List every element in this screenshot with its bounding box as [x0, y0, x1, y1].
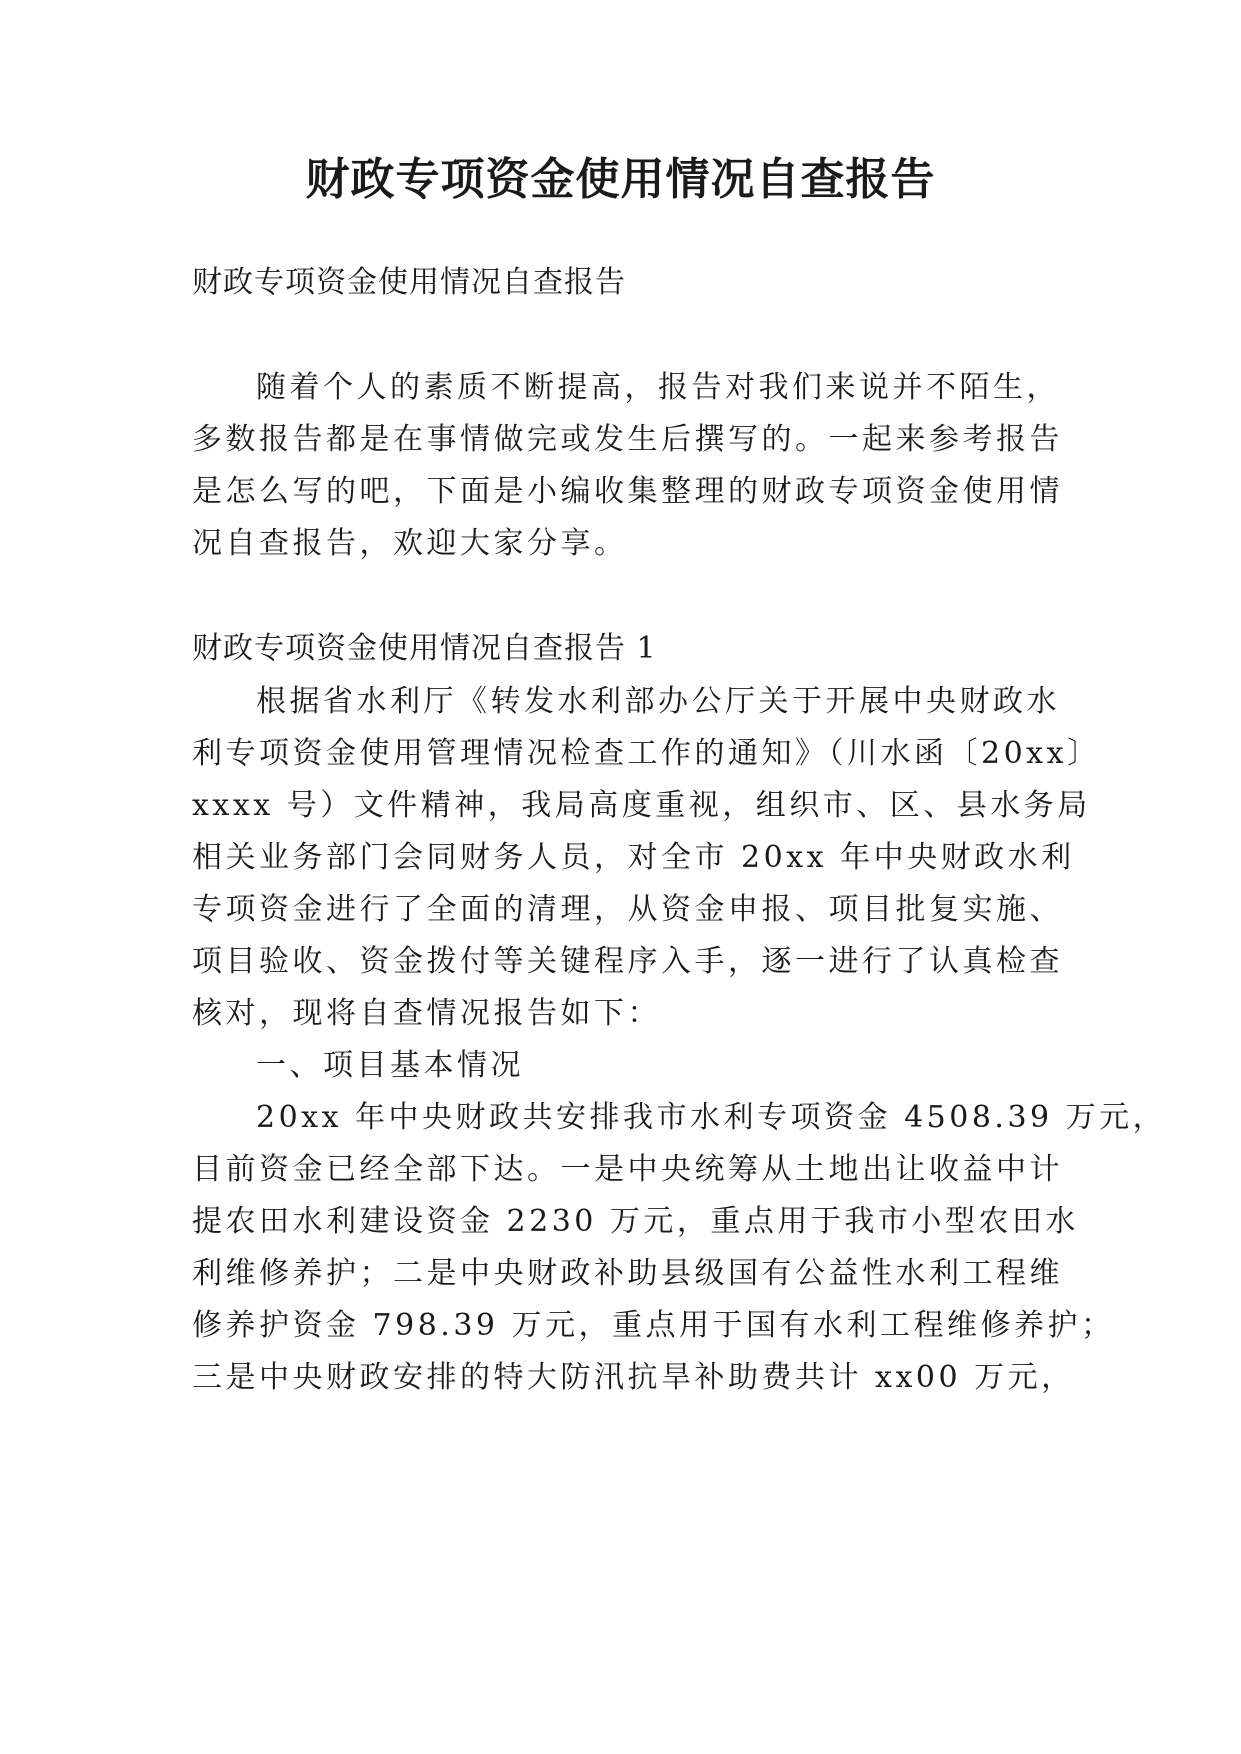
- para2-line-4: 利维修养护；二是中央财政补助县级国有公益性水利工程维: [192, 1256, 1063, 1291]
- para2-line-5: 修养护资金 798.39 万元，重点用于国有水利工程维修养护；: [192, 1308, 1115, 1343]
- body-line-5: 专项资金进行了全面的清理，从资金申报、项目批复实施、: [192, 892, 1063, 927]
- section-title: 财政专项资金使用情况自查报告 1: [192, 631, 657, 666]
- para2-line-2: 目前资金已经全部下达。一是中央统筹从土地出让收益中计: [192, 1152, 1063, 1187]
- para2-line-1: 20xx 年中央财政共安排我市水利专项资金 4508.39 万元，: [256, 1100, 1167, 1135]
- para2-line-3: 提农田水利建设资金 2230 万元，重点用于我市小型农田水: [192, 1204, 1079, 1239]
- intro-line-1: 随着个人的素质不断提高，报告对我们来说并不陌生，: [256, 370, 1060, 405]
- body-line-7: 核对，现将自查情况报告如下：: [192, 996, 661, 1031]
- intro-line-2: 多数报告都是在事情做完或发生后撰写的。一起来参考报告: [192, 422, 1063, 457]
- body-line-3: xxxx 号）文件精神，我局高度重视，组织市、区、县水务局: [192, 788, 1091, 823]
- intro-line-3: 是怎么写的吧，下面是小编收集整理的财政专项资金使用情: [192, 474, 1063, 509]
- body-line-6: 项目验收、资金拨付等关键程序入手，逐一进行了认真检查: [192, 944, 1063, 979]
- intro-line-4: 况自查报告，欢迎大家分享。: [192, 526, 628, 561]
- body-line-2: 利专项资金使用管理情况检查工作的通知》（川水函〔20xx〕: [192, 736, 1101, 771]
- heading-project-basics: 一、项目基本情况: [256, 1048, 524, 1083]
- document-subtitle: 财政专项资金使用情况自查报告: [192, 265, 626, 300]
- para2-line-6: 三是中央财政安排的特大防汛抗旱补助费共计 xx00 万元，: [192, 1360, 1075, 1395]
- body-line-4: 相关业务部门会同财务人员，对全市 20xx 年中央财政水利: [192, 840, 1075, 875]
- body-line-1: 根据省水利厅《转发水利部办公厅关于开展中央财政水: [256, 684, 1060, 719]
- document-title: 财政专项资金使用情况自查报告: [305, 154, 936, 205]
